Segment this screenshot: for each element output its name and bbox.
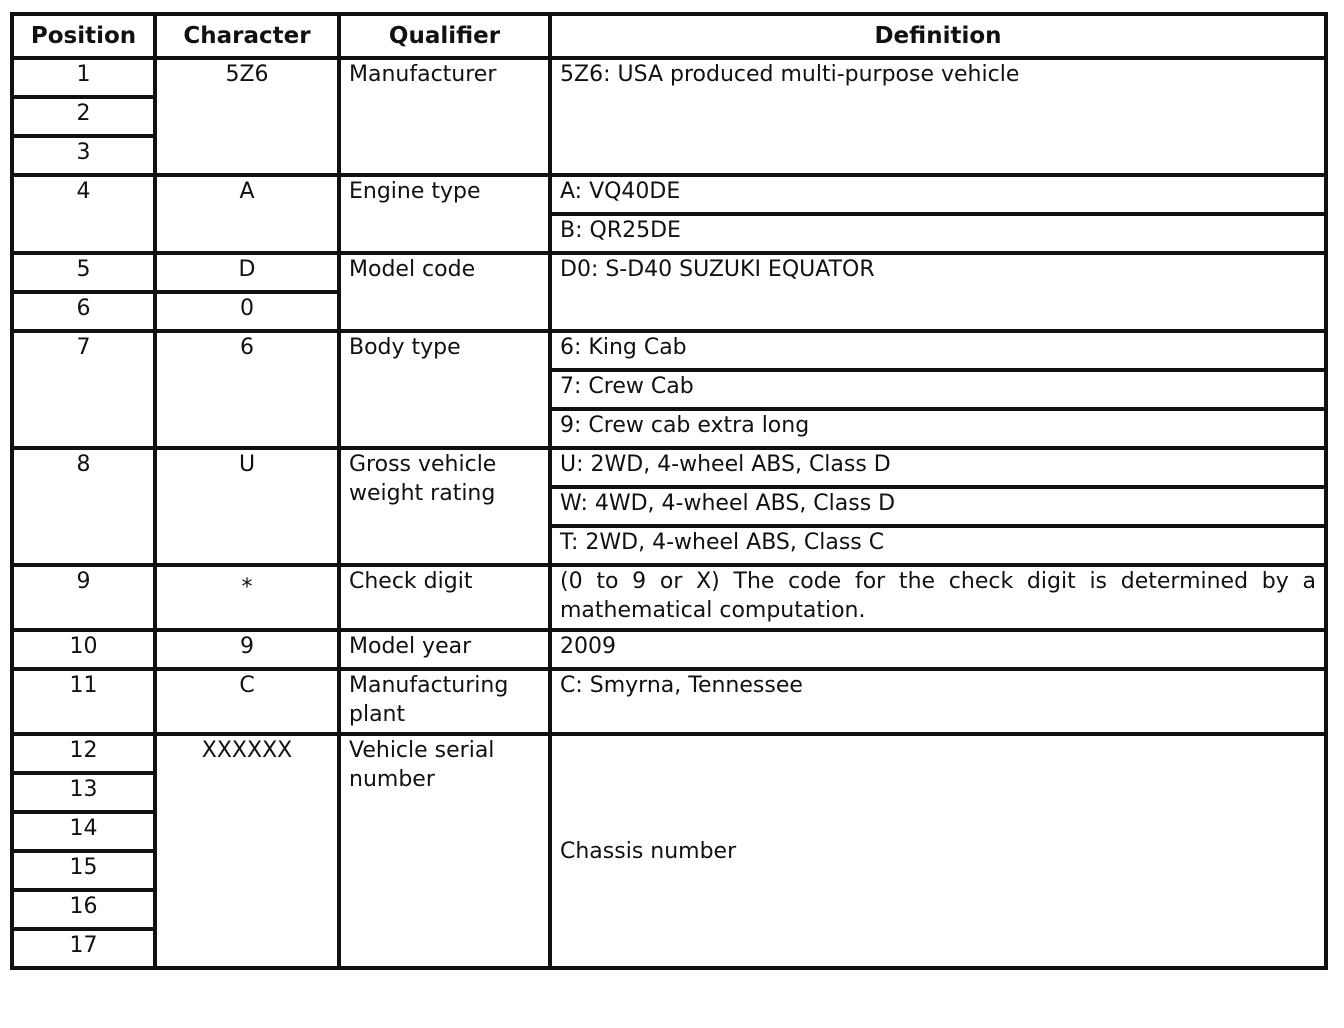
table-row (12, 565, 1326, 630)
definition-cell: B: QR25DE (550, 214, 1326, 253)
character-cell: 6 (155, 331, 339, 448)
header-position: Position (12, 14, 155, 58)
character-cell: 0 (155, 292, 339, 331)
qualifier-cell: Check digit (339, 565, 550, 630)
table-row (12, 734, 1326, 773)
position-cell: 3 (12, 136, 155, 175)
definition-cell: T: 2WD, 4-wheel ABS, Class C (550, 526, 1326, 565)
position-cell: 10 (12, 630, 155, 669)
character-cell: * (155, 565, 339, 630)
position-cell: 15 (12, 851, 155, 890)
position-cell: 2 (12, 97, 155, 136)
definition-cell: D0: S-D40 SUZUKI EQUATOR (550, 253, 1326, 331)
table-row (12, 175, 1326, 214)
character-cell: 5Z6 (155, 58, 339, 175)
table-row (12, 253, 1326, 292)
header-character: Character (155, 14, 339, 58)
qualifier-cell: Gross vehicle weight rating (339, 448, 550, 565)
position-cell: 8 (12, 448, 155, 565)
character-cell: C (155, 669, 339, 734)
qualifier-cell: Model year (339, 630, 550, 669)
definition-cell: 9: Crew cab extra long (550, 409, 1326, 448)
definition-cell: Chassis number (550, 734, 1326, 968)
definition-cell: (0 to 9 or X) The code for the check digit is determined by a mathematical computation. (550, 565, 1326, 630)
character-cell: U (155, 448, 339, 565)
table-row (12, 331, 1326, 370)
position-cell: 12 (12, 734, 155, 773)
definition-cell: A: VQ40DE (550, 175, 1326, 214)
character-cell: D (155, 253, 339, 292)
position-cell: 17 (12, 929, 155, 968)
position-cell: 16 (12, 890, 155, 929)
qualifier-cell: Manufacturer (339, 58, 550, 175)
character-cell: XXXXXX (155, 734, 339, 968)
table-row (12, 669, 1326, 734)
position-cell: 9 (12, 565, 155, 630)
qualifier-cell: Body type (339, 331, 550, 448)
qualifier-cell: Manufacturing plant (339, 669, 550, 734)
header-definition: Definition (550, 14, 1326, 58)
header-qualifier: Qualifier (339, 14, 550, 58)
character-cell: A (155, 175, 339, 253)
qualifier-cell: Engine type (339, 175, 550, 253)
position-cell: 14 (12, 812, 155, 851)
table-row (12, 448, 1326, 487)
position-cell: 4 (12, 175, 155, 253)
definition-cell: 6: King Cab (550, 331, 1326, 370)
definition-cell: W: 4WD, 4-wheel ABS, Class D (550, 487, 1326, 526)
header-row (12, 14, 1326, 58)
qualifier-cell: Model code (339, 253, 550, 331)
position-cell: 1 (12, 58, 155, 97)
position-cell: 6 (12, 292, 155, 331)
definition-cell: 7: Crew Cab (550, 370, 1326, 409)
position-cell: 13 (12, 773, 155, 812)
position-cell: 7 (12, 331, 155, 448)
definition-cell: U: 2WD, 4-wheel ABS, Class D (550, 448, 1326, 487)
character-cell: 9 (155, 630, 339, 669)
table-row (12, 630, 1326, 669)
definition-cell: C: Smyrna, Tennessee (550, 669, 1326, 734)
definition-cell: 5Z6: USA produced multi-purpose vehicle (550, 58, 1326, 175)
position-cell: 5 (12, 253, 155, 292)
definition-cell: 2009 (550, 630, 1326, 669)
position-cell: 11 (12, 669, 155, 734)
vin-table (10, 12, 1328, 970)
table-row (12, 58, 1326, 97)
qualifier-cell: Vehicle serial number (339, 734, 550, 968)
